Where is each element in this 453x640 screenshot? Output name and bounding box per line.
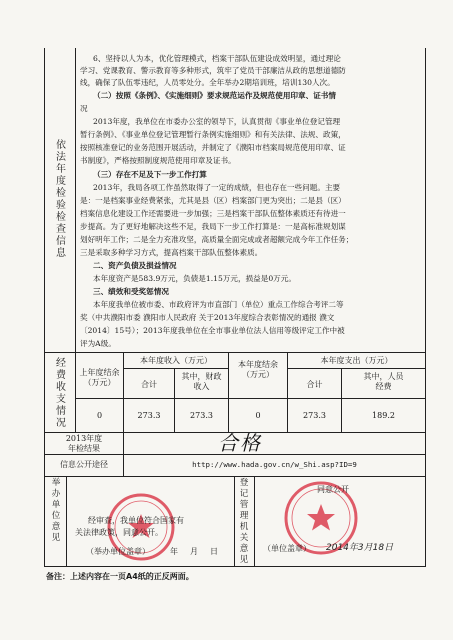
fiscal-income-label	[175, 372, 228, 392]
footnote: 备注：上述内容在一页A4纸的正反两面。	[46, 572, 194, 581]
funds-subheader-line-expense	[287, 368, 426, 369]
item6-line2: 学习、党课教育、警示教育等多种形式，筑牢了党员干部廉洁从政的思想道德防	[80, 66, 346, 75]
income-header: 本年度收入（万元）	[140, 356, 212, 365]
reg-opinion-line1: 同意公开	[317, 485, 349, 494]
item6-line3: 线，确保了队伍零违纪，人员零处分。全年举办2期培训班，培训130人次。	[80, 78, 335, 87]
year-end-label-1: 本年度结余	[238, 360, 278, 369]
disclosure-label: 信息公开途径	[60, 460, 108, 469]
performance-p2: 奖（中共濮阳市委 濮阳市人民政府 关于2013年度综合表彰情况的通报 濮文	[80, 313, 335, 322]
section2-p3: 按照核准登记的业务范围开展活动，并制定了《濮阳市档案局规范使用印章、证	[80, 143, 346, 152]
funds-side-label: 经费收支情况	[56, 358, 66, 429]
income-total-label: 合计	[141, 380, 157, 389]
annual-check-result: 合格	[218, 431, 262, 455]
fiscal-label-2: 收入	[193, 382, 210, 391]
opinion-label-divider-left	[66, 476, 67, 566]
expense-header: 本年度支出（万元）	[320, 356, 393, 365]
section2-title: （二）按照《条例》、《实施细则》要求规范运作及规范使用印章、证书情	[93, 91, 336, 100]
opinion-label-divider-right	[254, 476, 255, 566]
compliance-side-label: 依法年度检验检查信息	[56, 140, 66, 259]
frame-right	[425, 48, 426, 566]
org-date-year: 年	[170, 547, 178, 556]
fiscal-income-value: 273.3	[190, 411, 213, 420]
performance-p3: 〔2014〕15号）；2013年度我单位在全市事业单位法人信用等级评定工作中被	[80, 326, 345, 335]
funds-subheader-line-income	[123, 368, 228, 369]
org-opinion-line2: 关法律政策，同意公开。	[75, 528, 163, 537]
assets-text: 本年度资产是583.9万元，负债是1.15万元，损益是0万元。	[93, 274, 296, 283]
section3-p5: 划好明年工作；二是全力充准攻坚，高质量全面完成或者超额完成今年工作任务；	[80, 235, 354, 244]
org-date-day: 日	[210, 547, 218, 556]
prev-balance-label	[76, 368, 123, 388]
frame-left	[44, 48, 45, 566]
assets-title: 二、资产负债及损益情况	[93, 261, 177, 270]
performance-p4: 评为A级。	[80, 339, 116, 348]
funds-values-line	[75, 398, 426, 399]
reg-seal-label: （单位盖章）	[263, 544, 311, 553]
year-label: 2013年度	[65, 434, 103, 443]
reg-opinion-side-label: 登记管理机关意见	[239, 478, 249, 565]
section2-p4: 书制度》，严格按照制度规范使用印章及证书。	[80, 156, 236, 165]
section2-p2: 暂行条例》、《事业单位登记管理暂行条例实施细则》和有关法律、法规、政策，	[80, 130, 346, 139]
prev-balance-label-2: （万元）	[83, 378, 116, 387]
expense-total-label: 合计	[306, 380, 323, 389]
section3-p6: 三是采取多种学习方式，提高档案干部队伍整体素质。	[80, 248, 263, 257]
item6-line1: 6、坚持以人为本，优化管理模式，档案干部队伍建设成效明显，通过理论	[93, 54, 341, 63]
prev-balance-value: 0	[96, 411, 103, 420]
org-opinion-side-label: 举办单位意见	[51, 478, 61, 543]
prev-balance-label-1: 上年度结余	[79, 368, 120, 377]
expense-total-value: 273.3	[303, 411, 326, 420]
staff-label-2: 经费	[375, 382, 392, 391]
opinion-middle-divider	[234, 476, 235, 566]
year-end-label	[229, 360, 287, 380]
disclosure-row-bottom	[44, 476, 426, 477]
section3-title: （三）存在不足及下一步工作打算	[93, 170, 207, 179]
year-end-balance-value: 0	[255, 411, 261, 420]
org-seal-label: （举办单位盖章）	[86, 547, 150, 556]
performance-p1: 本年度我单位被市委、市政府评为市直部门（单位）重点工作综合考评二等	[93, 300, 344, 309]
fiscal-label-1: 其中，财政	[181, 372, 222, 381]
staff-label-1: 其中，人员	[363, 372, 404, 381]
section3-p1: 2013年，我局各项工作虽然取得了一定的成绩，但也存在一些问题。主要	[93, 183, 341, 192]
frame-bottom	[44, 566, 426, 567]
section3-p4: 步提高。为了更好地解决这些不足，我局下一步工作打算是：一是高标准规划谋	[80, 222, 346, 231]
reg-date-handwritten: 2014年3月18日	[326, 543, 394, 553]
year-end-label-2: （万元）	[242, 370, 274, 379]
section2-p1: 2013年度，我单位在市委办公室的领导下，认真贯彻《事业单位登记管理	[93, 117, 341, 126]
section2-title-cont: 况	[80, 104, 88, 113]
annual-check-label: 年检结果	[68, 444, 100, 453]
staff-expense-label	[342, 372, 425, 392]
section3-p3: 档案信息化建设工作还需要进一步加强；三是档案干部队伍整体素质还有待进一	[80, 209, 346, 218]
org-date-month: 月	[190, 547, 198, 556]
performance-title: 三、绩效和受奖惩情况	[93, 287, 169, 296]
disclosure-url[interactable]: http://www.hada.gov.cn/w_Shi.asp?ID=9	[192, 460, 357, 469]
staff-expense-value: 189.2	[372, 411, 395, 420]
income-total-value: 273.3	[137, 411, 161, 420]
funds-table-top	[44, 352, 426, 353]
org-opinion-line1: 经审查，我单位符合国家有	[88, 516, 184, 525]
section3-p2: 是：一是档案事业经费紧张，尤其是县（区）档案部门更为突出；二是县（区）	[80, 196, 346, 205]
